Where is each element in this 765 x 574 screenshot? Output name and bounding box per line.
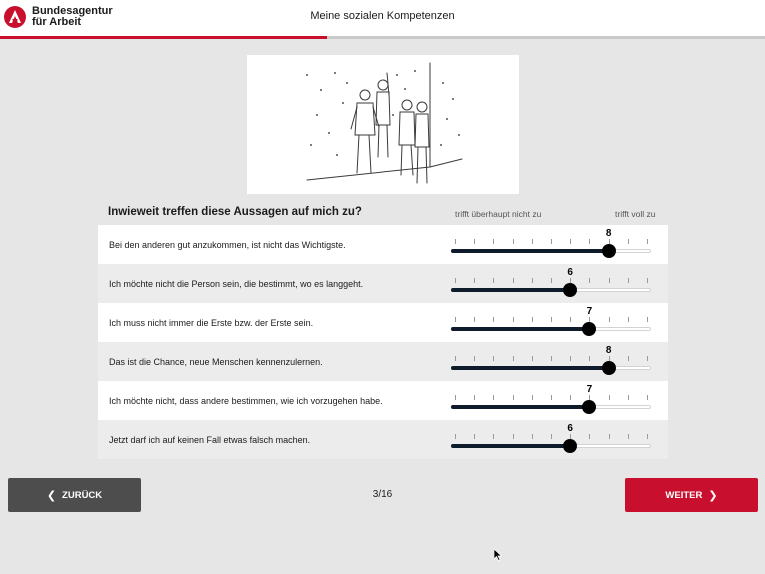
- people-party-sketch-icon: [247, 55, 519, 194]
- slider-tick: [455, 239, 456, 244]
- slider-thumb[interactable]: [582, 322, 596, 336]
- slider-ticks: [451, 434, 651, 439]
- slider-fill: [451, 366, 609, 370]
- slider-tick: [493, 434, 494, 439]
- slider-tick: [513, 356, 514, 361]
- slider-tick: [609, 278, 610, 283]
- statement-row: [98, 381, 668, 420]
- slider-tick: [474, 434, 475, 439]
- statement-text: Bei den anderen gut anzukommen, ist nicht das Wichtigste.: [109, 240, 346, 250]
- chevron-left-icon: ❮: [46, 489, 57, 502]
- slider-tick: [551, 278, 552, 283]
- slider-tick: [532, 317, 533, 322]
- slider-tick: [551, 356, 552, 361]
- chevron-right-icon: ❯: [708, 489, 718, 502]
- statement-text: Jetzt darf ich auf keinen Fall etwas falsch machen.: [109, 435, 311, 445]
- slider-tick: [589, 239, 590, 244]
- slider-value: 7: [586, 384, 593, 395]
- slider-tick: [551, 317, 552, 322]
- slider-tick: [474, 395, 475, 400]
- slider-tick: [455, 356, 456, 361]
- statement-text: Ich möchte nicht, dass andere bestimmen, wie ich vorzugehen habe.: [109, 396, 383, 406]
- rating-slider[interactable]: [451, 342, 651, 381]
- slider-tick: [474, 239, 475, 244]
- slider-tick: [532, 239, 533, 244]
- slider-tick: [609, 395, 610, 400]
- slider-tick: [474, 278, 475, 283]
- scale-min-label: trifft überhaupt nicht zu: [455, 209, 542, 219]
- slider-tick: [513, 434, 514, 439]
- slider-tick: [493, 278, 494, 283]
- slider-tick: [513, 239, 514, 244]
- rating-slider[interactable]: [451, 264, 651, 303]
- rating-slider[interactable]: [451, 303, 651, 342]
- mouse-cursor-icon: [494, 548, 502, 566]
- slider-tick: [628, 356, 629, 361]
- slider-tick: [628, 395, 629, 400]
- slider-tick: [474, 317, 475, 322]
- page-title: Meine sozialen Kompetenzen: [310, 10, 455, 22]
- slider-tick: [570, 356, 571, 361]
- slider-tick: [589, 356, 590, 361]
- rating-slider[interactable]: [451, 225, 651, 264]
- slider-tick: [551, 395, 552, 400]
- slider-thumb[interactable]: [582, 400, 596, 414]
- page-indicator: 3/16: [372, 489, 393, 500]
- slider-tick: [647, 434, 648, 439]
- slider-tick: [532, 278, 533, 283]
- slider-thumb[interactable]: [563, 283, 577, 297]
- slider-tick: [455, 278, 456, 283]
- statement-row: [98, 342, 668, 381]
- slider-fill: [451, 249, 609, 253]
- slider-thumb[interactable]: [563, 439, 577, 453]
- slider-tick: [532, 395, 533, 400]
- slider-tick: [570, 395, 571, 400]
- slider-tick: [551, 434, 552, 439]
- next-button[interactable]: [625, 478, 758, 512]
- slider-tick: [609, 317, 610, 322]
- slider-tick: [589, 278, 590, 283]
- back-button-label: ZURÜCK: [62, 489, 103, 501]
- slider-tick: [513, 395, 514, 400]
- slider-tick: [647, 239, 648, 244]
- statement-text: Ich muss nicht immer die Erste bzw. der Erste sein.: [109, 318, 314, 328]
- app-header: [0, 0, 765, 36]
- slider-value: 8: [605, 228, 612, 239]
- statement-text: Ich möchte nicht die Person sein, die bestimmt, wo es langgeht.: [109, 279, 364, 289]
- slider-tick: [628, 317, 629, 322]
- slider-tick: [513, 278, 514, 283]
- slider-tick: [493, 317, 494, 322]
- slider-tick: [493, 395, 494, 400]
- slider-tick: [647, 395, 648, 400]
- slider-thumb[interactable]: [602, 244, 616, 258]
- slider-tick: [589, 434, 590, 439]
- slider-ticks: [451, 239, 651, 244]
- logo-text-line1: Bundesagentur: [32, 5, 113, 17]
- slider-ticks: [451, 356, 651, 361]
- slider-thumb[interactable]: [602, 361, 616, 375]
- slider-fill: [451, 444, 570, 448]
- progress-bar: [0, 36, 765, 39]
- statement-text: Das ist die Chance, neue Menschen kennenzulernen.: [109, 357, 323, 367]
- slider-tick: [628, 239, 629, 244]
- slider-tick: [513, 317, 514, 322]
- slider-tick: [647, 317, 648, 322]
- scene-illustration: [247, 55, 519, 194]
- statement-row: [98, 303, 668, 342]
- statement-row: [98, 225, 668, 264]
- slider-tick: [455, 434, 456, 439]
- slider-ticks: [451, 395, 651, 400]
- slider-value: 6: [567, 267, 573, 278]
- statement-row: [98, 264, 668, 303]
- slider-value: 8: [605, 345, 612, 356]
- progress-fill: [0, 36, 327, 39]
- slider-tick: [493, 239, 494, 244]
- rating-slider[interactable]: [451, 381, 651, 420]
- question-title: Inwieweit treffen diese Aussagen auf mich zu?: [108, 206, 362, 218]
- slider-tick: [551, 239, 552, 244]
- slider-tick: [647, 278, 648, 283]
- slider-tick: [532, 434, 533, 439]
- slider-fill: [451, 405, 589, 409]
- next-button-label: WEITER: [665, 489, 703, 501]
- scale-max-label: trifft voll zu: [615, 209, 656, 219]
- slider-tick: [570, 239, 571, 244]
- slider-ticks: [451, 278, 651, 283]
- slider-tick: [455, 317, 456, 322]
- slider-tick: [628, 278, 629, 283]
- slider-tick: [455, 395, 456, 400]
- slider-tick: [532, 356, 533, 361]
- slider-tick: [570, 317, 571, 322]
- statement-row: [98, 420, 668, 459]
- slider-tick: [474, 356, 475, 361]
- slider-fill: [451, 327, 589, 331]
- logo-text-line2: für Arbeit: [32, 16, 82, 28]
- rating-slider[interactable]: [451, 420, 651, 459]
- slider-value: 6: [567, 423, 573, 434]
- slider-tick: [628, 434, 629, 439]
- slider-tick: [647, 356, 648, 361]
- slider-value: 7: [586, 306, 593, 317]
- slider-tick: [609, 434, 610, 439]
- slider-fill: [451, 288, 570, 292]
- slider-ticks: [451, 317, 651, 322]
- slider-tick: [493, 356, 494, 361]
